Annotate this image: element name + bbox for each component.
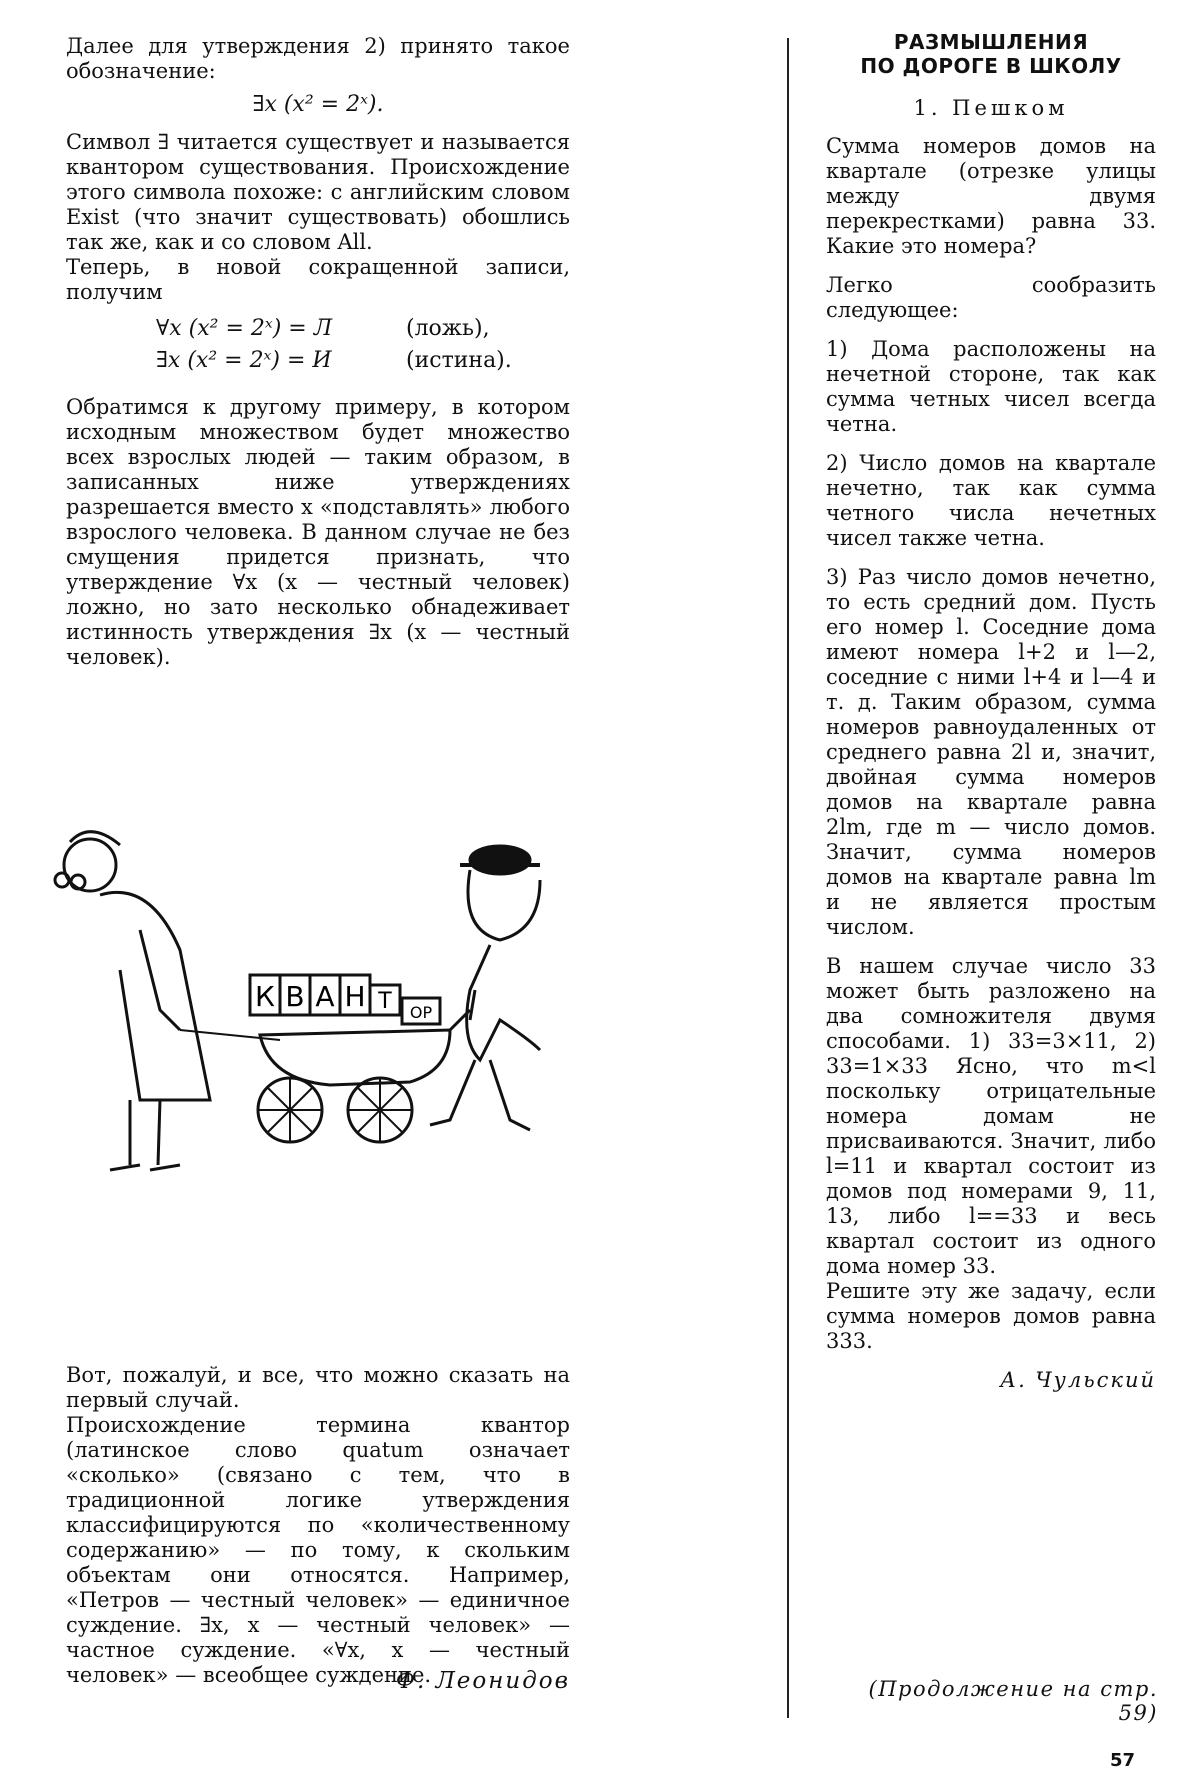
paragraph: Вот, пожалуй, и все, что можно сказать на первый случай. [66, 1363, 570, 1412]
paragraph: 1) Дома расположены на нечетной стороне, так как сумма четных чисел всегда четна. [826, 337, 1156, 436]
old-man-figure [55, 832, 210, 1170]
paragraph: Обратимся к другому примеру, в котором исходным множеством будет множество всех взрослых людей — таким образом, в записанных ниже утверждениях разрешается вместо x «подставлять» любого взрослого человека. В данном случае не без смущения придется признать, что утверждение ∀x (x — честный человек) ложно, но зато несколько обнадеживает истинность утверждения ∃x (x — честный человек). [66, 395, 570, 669]
paragraph: Далее для утверждения 2) принято такое обозначение: [66, 34, 570, 83]
heading-line: ПО ДОРОГЕ В ШКОЛУ [860, 54, 1122, 78]
article-heading [826, 30, 1156, 78]
cartoon-illustration [30, 820, 590, 1180]
continuation-note: (Продолжение на стр. 59) [868, 1677, 1158, 1725]
cart-letter-block [310, 975, 340, 1015]
cart-letter-small: ОР [409, 1003, 433, 1022]
heading-line: РАЗМЫШЛЕНИЯ [893, 30, 1089, 54]
formula-expression: ∃x (x² = 2ˣ) = И [156, 348, 332, 373]
left-bottom-text [66, 1363, 570, 1688]
cart-letter-block [370, 985, 400, 1015]
cart-letter: Н [344, 980, 366, 1013]
paragraph: 2) Число домов на квартале нечетно, так как сумма четного числа нечетных чисел также четна. [826, 451, 1156, 550]
cart-letter: В [285, 980, 305, 1013]
cart-letter: А [315, 980, 335, 1013]
formula-note: (ложь), [406, 316, 490, 341]
cart-letter: К [255, 980, 275, 1013]
formula-expression: ∀x (x² = 2ˣ) = Л [156, 316, 333, 341]
cart-letter-block-small [402, 998, 440, 1024]
formula-block [156, 313, 570, 377]
paragraph: Решите эту же задачу, если сумма номеров домов равна 333. [826, 1279, 1156, 1353]
formula-exists: ∃x (x² = 2ˣ). [252, 92, 384, 117]
formula-row [156, 345, 570, 377]
left-author-block [66, 1668, 570, 1694]
cart-letter: Т [378, 989, 392, 1014]
page-number: 57 [1110, 1750, 1136, 1771]
paragraph: Символ ∃ читается существует и называется квантором существования. Происхождение этого символа похоже: с английским словом Exist (что значит существовать) обошлись так же, как и со словом All. [66, 130, 570, 254]
paragraph: Теперь, в новой сокращенной записи, получим [66, 255, 570, 304]
cart-letter-block [250, 975, 280, 1015]
author-signature: А. Чульский [1000, 1368, 1156, 1392]
paragraph: Легко сообразить следующее: [826, 273, 1156, 322]
paragraph: Происхождение термина квантор (латинское слово quatum означает «сколько» (связано с тем, что в традиционной логике утверждения классифицируются по «количественному содержанию» — по тому, к скольким объектам они относятся. Например, «Петров — честный человек» — единичное суждение. ∃x, x — честный человек» — частное суждение. «∀x, x — честный человек» — всеобщее суждение. [66, 1413, 570, 1687]
right-column [826, 30, 1156, 1392]
left-column [66, 34, 570, 670]
section-subheading: 1. Пешком [913, 96, 1069, 120]
formula-row [156, 313, 570, 345]
paragraph: Сумма номеров домов на квартале (отрезке улицы между двумя перекрестками) равна 33. Какие это номера? [826, 134, 1156, 258]
author-signature: Ф. Леонидов [395, 1668, 570, 1694]
cart-letter-block [280, 975, 310, 1015]
paragraph: 3) Раз число домов нечетно, то есть средний дом. Пусть его номер l. Соседние дома имеют номера l+2 и l—2, соседние с ними l+4 и l—4 и т. д. Таким образом, сумма номеров равноудаленных от среднего равна 2l и, значит, двойная сумма номеров домов на квартале равна 2lm, где m — число домов. Значит, сумма номеров домов на квартале равна lm и не является простым числом. [826, 565, 1156, 939]
column-divider [787, 38, 789, 1718]
baby-carriage [250, 975, 470, 1142]
paragraph: В нашем случае число 33 может быть разложено на два сомножителя двумя способами. 1) 33=3×11, 2) 33=1×33 Ясно, что m<l поскольку отрицательные номера домам не присваиваются. Значит, либо l=11 и квартал состоит из домов под номерами 9, 11, 13, либо l==33 и весь квартал состоит из одного дома номер 33. [826, 954, 1156, 1278]
boy-figure [430, 846, 540, 1130]
cart-letter-block [340, 975, 370, 1015]
formula-note: (истина). [406, 348, 512, 373]
